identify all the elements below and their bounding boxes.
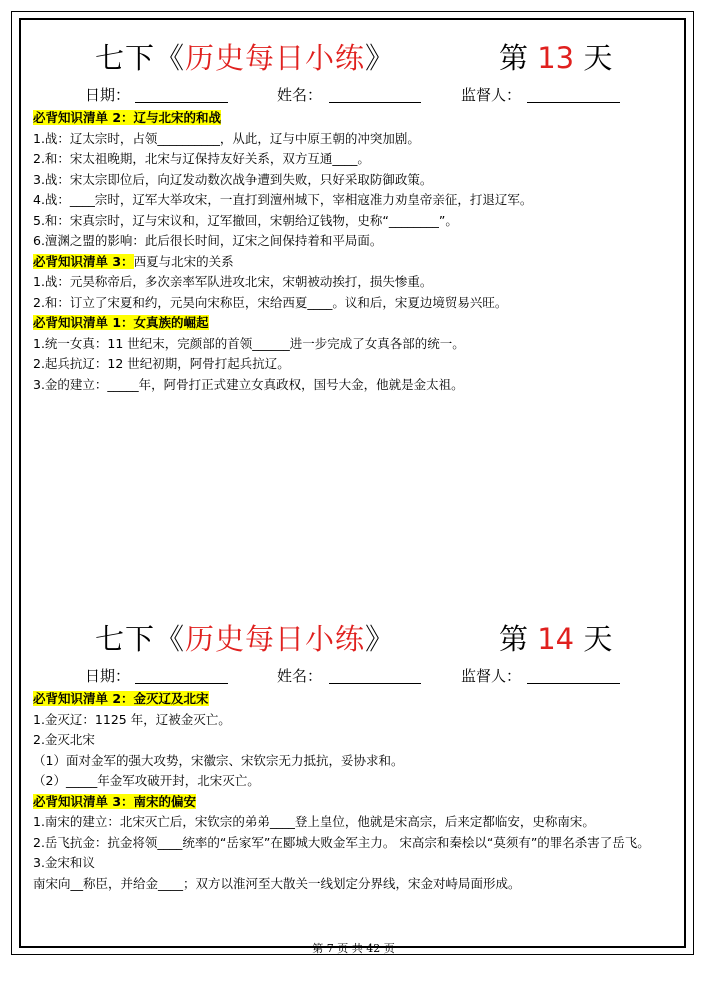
line-text: 1.统一女真：11 世纪末，完颜部的首领______进一步完成了女真各部的统一。 bbox=[33, 335, 465, 351]
title-prefix: 七下《 bbox=[95, 41, 186, 75]
content-line bbox=[33, 231, 683, 252]
line-text: 3.金宋和议 bbox=[33, 855, 95, 870]
day-label bbox=[499, 36, 612, 77]
content-line bbox=[33, 812, 683, 833]
content-line bbox=[33, 354, 683, 375]
day-prefix: 第 bbox=[499, 41, 538, 75]
day-number: 14 bbox=[537, 622, 575, 656]
content-line bbox=[33, 272, 683, 293]
content-line bbox=[33, 293, 683, 314]
page-footer: 第 7 页 共 42 页 bbox=[312, 942, 395, 955]
line-text: 西夏与北宋的关系 bbox=[133, 253, 234, 269]
line-text: （1）面对金军的强大攻势，宋徽宗、宋钦宗无力抵抗，妥协求和。 bbox=[33, 752, 404, 768]
title-suffix: 》 bbox=[365, 41, 396, 75]
content-line bbox=[33, 771, 683, 792]
line-text: 2.金灭北宋 bbox=[33, 732, 95, 747]
section-heading-highlight: 必背知识清单 3：南宋的偏安 bbox=[33, 793, 197, 809]
line-text: 南宋向__称臣，并给金____；双方以淮河至大散关一线划定分界线，宋金对峙局面形成。 bbox=[33, 875, 521, 891]
line-text: 3.战：宋太宗即位后，向辽发动数次战争遭到失败，只好采取防御政策。 bbox=[33, 171, 433, 187]
date-label: 日期： bbox=[85, 667, 131, 685]
line-text: 2.岳飞抗金：抗金将领____统率的“岳家军”在郾城大败金军主力。 宋高宗和秦桧以“莫须有”的罪名杀害了岳飞。 bbox=[33, 834, 650, 850]
name-label: 姓名： bbox=[277, 86, 323, 104]
content-line bbox=[33, 853, 683, 874]
content-line bbox=[33, 874, 683, 895]
worksheet-content bbox=[33, 689, 683, 894]
content-line bbox=[33, 833, 683, 854]
supervisor-field[interactable] bbox=[527, 102, 620, 103]
content-line bbox=[33, 170, 683, 191]
section-heading-highlight: 必背知识清单 2：辽与北宋的和战 bbox=[33, 110, 222, 125]
content-line bbox=[33, 689, 683, 710]
line-text: 2.起兵抗辽：12 世纪初期，阿骨打起兵抗辽。 bbox=[33, 356, 290, 371]
worksheet-heading bbox=[95, 36, 395, 77]
line-text: 6.澶渊之盟的影响：此后很长时间，辽宋之间保持着和平局面。 bbox=[33, 233, 383, 248]
content-line bbox=[33, 108, 683, 129]
content-line bbox=[33, 313, 683, 334]
content-line bbox=[33, 792, 683, 813]
content-line bbox=[33, 190, 683, 211]
section-heading-highlight: 必背知识清单 1：女真族的崛起 bbox=[33, 315, 209, 330]
line-text: 1.战：元昊称帝后，多次亲率军队进攻北宋，宋朝被动挨打，损失惨重。 bbox=[33, 274, 433, 289]
content-line bbox=[33, 211, 683, 232]
line-text: 2.和：订立了宋夏和约，元昊向宋称臣，宋给西夏____。议和后，宋夏边境贸易兴旺。 bbox=[33, 294, 508, 310]
line-text: 3.金的建立：_____年，阿骨打正式建立女真政权，国号大金，他就是金太祖。 bbox=[33, 376, 464, 392]
content-line bbox=[33, 375, 683, 396]
line-text: 1.战：辽太宗时，占领__________，从此，辽与中原王朝的冲突加剧。 bbox=[33, 130, 420, 146]
line-text: 1.南宋的建立：北宋灭亡后，宋钦宗的弟弟____登上皇位，他就是宋高宗，后来定都临安，史称南宋。 bbox=[33, 814, 595, 829]
content-line bbox=[33, 334, 683, 355]
title-suffix: 》 bbox=[365, 622, 396, 656]
supervisor-field[interactable] bbox=[527, 683, 620, 684]
day-number: 13 bbox=[537, 41, 575, 75]
content-line bbox=[33, 710, 683, 731]
section-heading-highlight: 必背知识清单 3： bbox=[33, 253, 134, 269]
worksheet-day-14 bbox=[33, 617, 683, 894]
worksheet-day-13 bbox=[33, 36, 683, 395]
supervisor-label: 监督人： bbox=[461, 667, 522, 685]
title-main: 历史每日小练 bbox=[185, 41, 366, 75]
name-field[interactable] bbox=[329, 102, 421, 103]
line-text: 1.金灭辽：1125 年，辽被金灭亡。 bbox=[33, 711, 231, 727]
section-heading-highlight: 必背知识清单 2：金灭辽及北宋 bbox=[33, 691, 209, 706]
line-text: 5.和：宋真宗时，辽与宋议和，辽军撤回，宋朝给辽钱物，史称“________”。 bbox=[33, 212, 458, 228]
name-label: 姓名： bbox=[277, 667, 323, 685]
title-prefix: 七下《 bbox=[95, 622, 186, 656]
content-line bbox=[33, 730, 683, 751]
supervisor-label: 监督人： bbox=[461, 86, 522, 104]
worksheet-heading bbox=[95, 617, 395, 658]
day-prefix: 第 bbox=[499, 622, 538, 656]
content-line bbox=[33, 129, 683, 150]
worksheet-title bbox=[33, 36, 683, 82]
date-label: 日期： bbox=[85, 86, 131, 104]
date-field[interactable] bbox=[135, 102, 228, 103]
line-text: 2.和：宋太祖晚期，北宋与辽保持友好关系，双方互通____。 bbox=[33, 151, 370, 166]
info-row bbox=[33, 82, 683, 108]
title-main: 历史每日小练 bbox=[185, 622, 366, 656]
day-suffix: 天 bbox=[574, 622, 613, 656]
day-label bbox=[499, 617, 612, 658]
date-field[interactable] bbox=[135, 683, 228, 684]
content-line bbox=[33, 149, 683, 170]
content-line bbox=[33, 252, 683, 273]
day-suffix: 天 bbox=[574, 41, 613, 75]
name-field[interactable] bbox=[329, 683, 421, 684]
line-text: 4.战：____宗时，辽军大举攻宋，一直打到澶州城下，宰相寇准力劝皇帝亲征，打退辽军。 bbox=[33, 192, 533, 207]
worksheet-content bbox=[33, 108, 683, 395]
worksheet-title bbox=[33, 617, 683, 663]
content-line bbox=[33, 751, 683, 772]
info-row bbox=[33, 663, 683, 689]
line-text: （2）_____年金军攻破开封，北宋灭亡。 bbox=[33, 773, 260, 788]
